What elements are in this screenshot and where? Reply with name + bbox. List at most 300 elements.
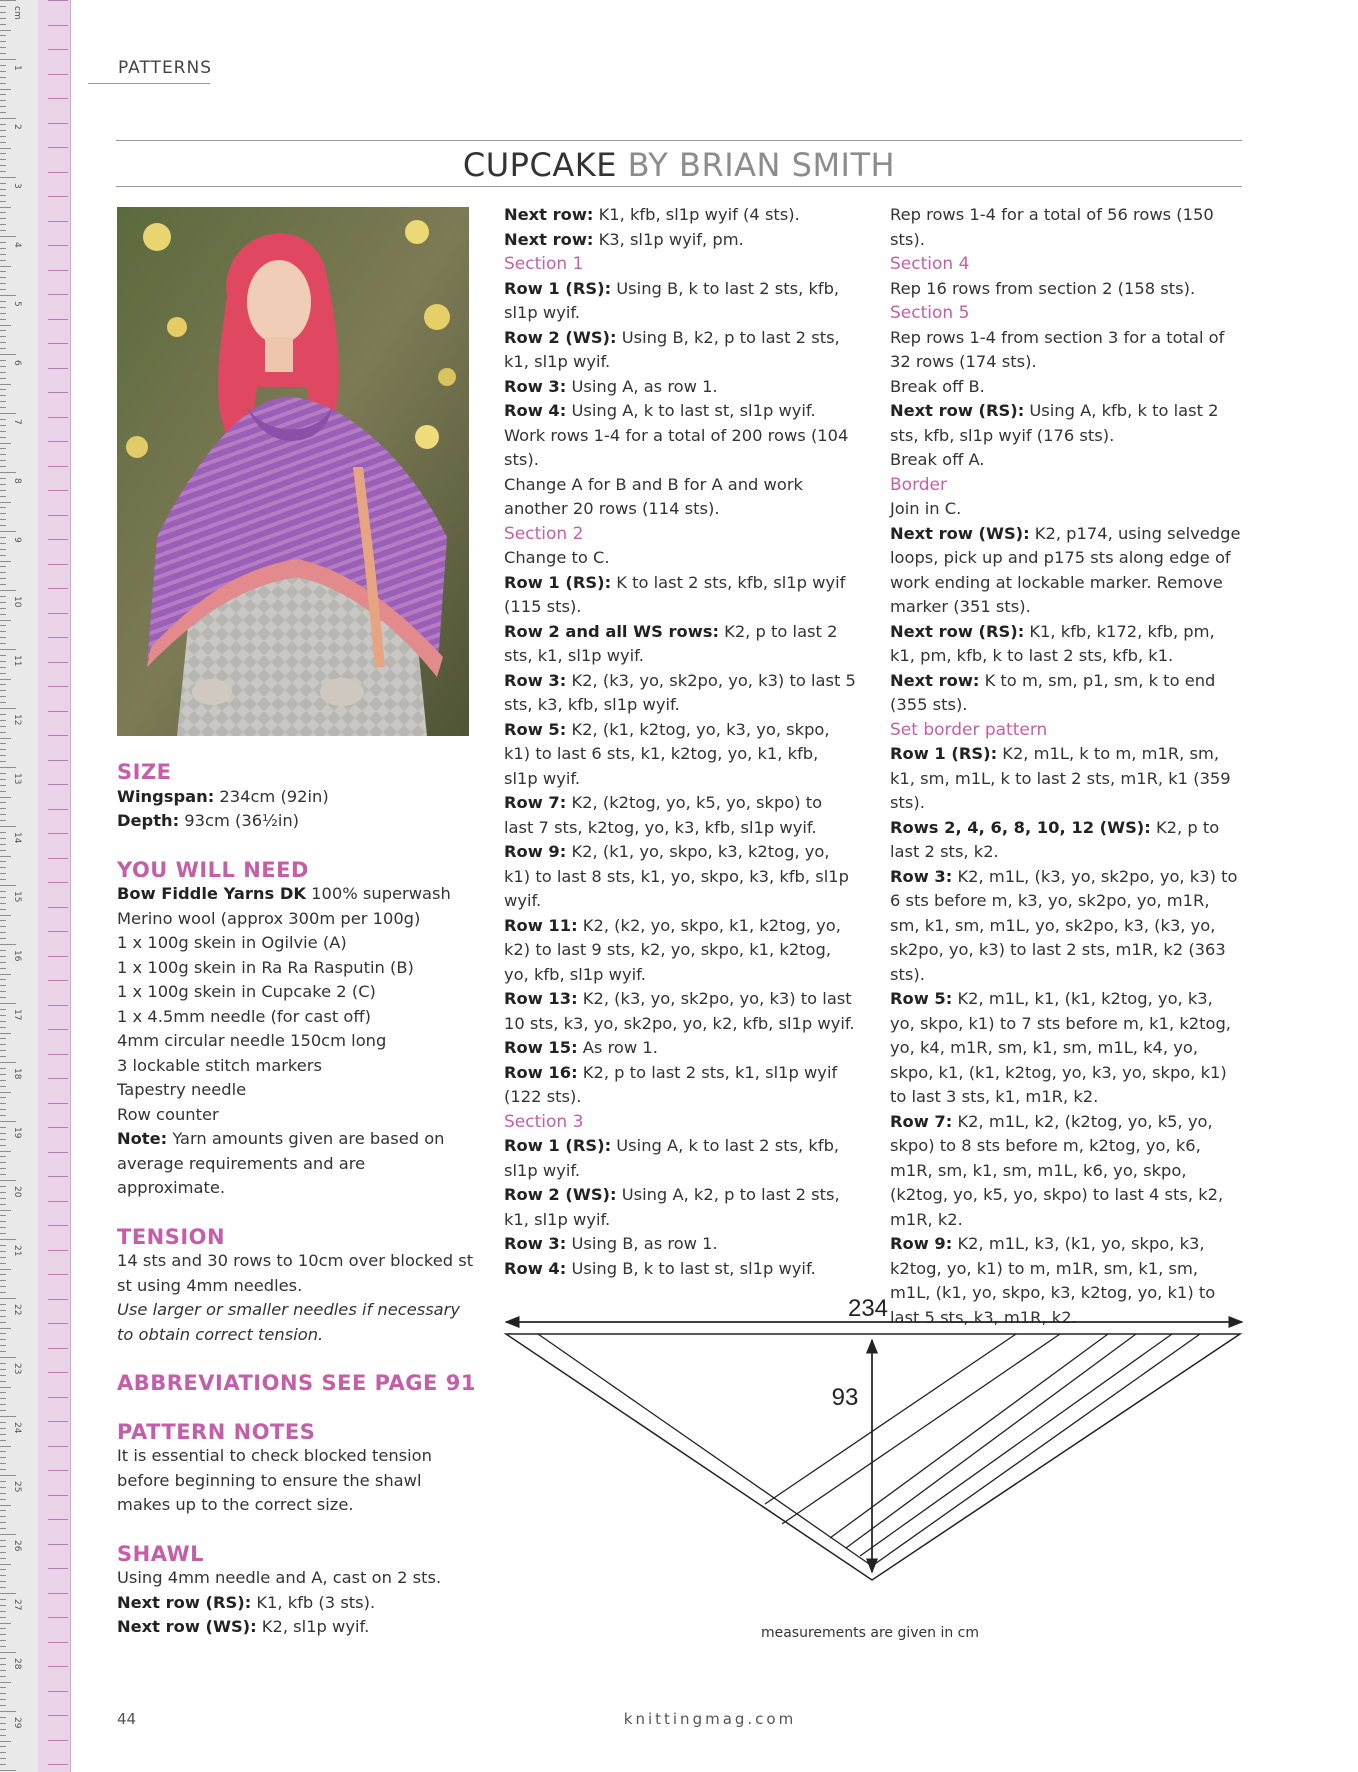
ruler-tick [0,584,6,585]
ruler-tick [0,1505,11,1506]
instruction-line [504,473,856,522]
ruler-inch-tick [48,515,68,516]
instruction-text: K2, (k2tog, yo, k5, yo, skpo) to last 7 sts, k2tog, yo, k3, kfb, sl1p wyif. [504,793,823,837]
instruction-line [890,203,1242,252]
ruler-scale [0,0,38,1772]
material-item: Tapestry needle [117,1080,247,1099]
ruler-tick [0,1664,6,1665]
ruler-tick [0,596,6,597]
ruler-inch-tick [48,882,68,883]
ruler-label: 15 [12,891,22,903]
ruler-tick [0,903,6,904]
ruler-inch-tick [48,221,68,222]
ruler-tick [0,1758,6,1759]
ruler-tick [0,41,6,42]
ruler-tick [0,1605,6,1606]
middle-column [504,203,856,1281]
right-column [890,203,1242,1330]
instruction-line [890,448,1242,473]
shawl-cast-on: Using 4mm needle and A, cast on 2 sts. [117,1568,442,1587]
ruler-tick [0,1198,6,1199]
ruler-tick [0,1658,6,1659]
ruler-tick [0,248,6,249]
ruler-tick [0,1033,11,1034]
ruler-tick [0,106,6,107]
ruler-tick [0,684,6,685]
ruler-tick [0,944,16,945]
ruler-tick [0,1322,6,1323]
ruler-tick [0,1670,6,1671]
ruler-inch-tick [48,1446,68,1447]
ruler-tick [0,1387,11,1388]
ruler-tick [0,1304,6,1305]
ruler-inch-tick [48,564,68,565]
ruler-tick [0,838,6,839]
ruler-label: 14 [12,832,22,844]
tension-heading: TENSION [117,1224,226,1249]
instruction-label: Row 1 (RS): [890,744,998,763]
ruler-tick [0,637,6,638]
ruler-label: 3 [12,183,22,189]
ruler-inch-tick [48,1666,68,1667]
ruler-tick [0,1599,6,1600]
title-main: CUPCAKE [462,146,617,184]
ruler-tick [0,1103,6,1104]
ruler-tick [0,59,16,60]
ruler-tick [0,148,11,149]
instruction-text: K3, sl1p wyif, pm. [593,229,744,249]
ruler-tick [0,879,6,880]
ruler-tick [0,761,6,762]
ruler-tick [0,354,16,355]
ruler-tick [0,437,6,438]
instruction-text: K1, kfb, sl1p wyif (4 sts). [593,205,800,224]
instruction-line [504,228,856,253]
ruler-tick [0,277,6,278]
instruction-line [504,1134,856,1183]
ruler-tick [0,608,6,609]
instruction-text: Change to C. [504,548,610,567]
ruler-tick [0,968,6,969]
ruler-tick [0,537,6,538]
instruction-line [890,669,1242,718]
ruler-tick [0,1404,6,1405]
ruler-tick [0,743,6,744]
ruler-inch-tick [48,833,68,834]
ruler-tick [0,785,6,786]
instruction-text: K1, kfb, k172, kfb, pm, k1, pm, kfb, k to last 2 sts, kfb, k1. [890,621,1215,665]
ruler-tick [0,932,6,933]
ruler-tick [0,1711,16,1712]
title-rule-bottom [116,186,1242,187]
instruction-text: K2, m1L, k to m, m1R, sm, k1, sm, m1L, k to last 2 sts, m1R, k1 (359 sts). [890,744,1231,812]
ruler-inch-tick [48,1201,68,1202]
instruction-line [504,987,856,1036]
ruler-tick [0,313,6,314]
website-url: knittingmag.com [623,1710,797,1728]
ruler-tick [0,726,6,727]
ruler-tick [0,478,6,479]
ruler-tick [0,1446,11,1447]
ruler-inch-tick [48,196,68,197]
ruler-inch-tick [48,0,68,1]
ruler-tick [0,47,6,48]
instruction-line [504,399,856,424]
instruction-label: Row 2 (WS): [504,327,617,347]
ruler-tick [0,525,6,526]
ruler-tick [0,1522,6,1523]
ruler-tick [0,1534,16,1535]
instruction-text: K2, m1L, (k3, yo, sk2po, yo, k3) to 6 sts before m, k3, yo, sk2po, yo, m1R, sm, k1, sm, m1L, yo, sk2po, k3, (k3, yo, sk2po, yo, k3) to last 2 sts, m1R, k2 (363 sts). [890,866,1238,984]
ruler-tick [0,1245,6,1246]
ruler-tick [0,1027,6,1028]
ruler-tick [0,1121,16,1122]
ruler-inch-tick [48,686,68,687]
ruler-tick [0,997,6,998]
material-item: 1 x 100g skein in Ogilvie (A) [117,933,347,952]
ruler-tick [0,1693,6,1694]
ruler-label: 5 [12,301,22,307]
ruler-tick [0,956,6,957]
ruler-inch-tick [48,123,68,124]
ruler-tick [0,443,11,444]
instruction-label: Row 7: [504,793,567,812]
ruler-tick [0,1682,11,1683]
ruler-tick [0,549,6,550]
instruction-line [890,497,1242,522]
ruler-inch-tick [48,1495,68,1496]
ruler-tick [0,342,6,343]
section-heading: Section 4 [890,254,970,274]
ruler-inch-tick [48,1323,68,1324]
ruler-inch-tick [48,539,68,540]
ruler-tick [0,649,16,650]
ruler-tick [0,1038,6,1039]
ruler-tick [0,661,6,662]
instruction-label: Next row: [890,670,980,690]
instruction-text: K2, m1L, k1, (k1, k2tog, yo, k3, yo, skpo, k1) to 7 sts before m, k1, k2tog, yo, k4, m1R, sm, k1, sm, m1L, k4, yo, skpo, k1, (k1, k2tog, yo, k3, yo, skpo, k1) to last 3 sts, k1, m1R, k2. [890,989,1231,1106]
instruction-text: K2, (k1, k2tog, yo, k3, yo, skpo, k1) to last 6 sts, k1, k2tog, yo, k1, kfb, sl1p wyif. [504,719,830,788]
ruler-inch-tick [48,466,68,467]
wingspan-line [117,785,477,810]
side-ruler [0,0,71,1772]
ruler-tick [0,507,6,508]
ruler-inch-tick [48,1617,68,1618]
ruler-inch-tick [48,172,68,173]
instruction-line [890,277,1242,302]
ruler-tick [0,578,6,579]
depth-line [117,809,477,834]
ruler-tick [0,301,6,302]
ruler-label: 6 [12,360,22,366]
instruction-line [890,522,1242,620]
ruler-tick [0,767,16,768]
ruler-tick [0,1174,6,1175]
depth-label: 93 [831,1384,859,1411]
ruler-tick [0,189,6,190]
ruler-tick [0,1286,6,1287]
ruler-tick [0,1652,16,1653]
ruler-tick [0,1092,11,1093]
instruction-line [504,375,856,400]
ruler-label: 28 [12,1658,22,1670]
ruler-tick [0,307,6,308]
ruler-inch-tick [48,809,68,810]
ruler-inch-tick [48,613,68,614]
title-rule-top [116,140,1242,141]
ruler-tick [0,891,6,892]
ruler-tick [0,1274,6,1275]
ruler-tick [0,142,6,143]
ruler-tick [0,30,11,31]
ruler-label: 4 [12,242,22,248]
instruction-text: Using A, k2, p to last 2 sts, k1, sl1p wyif. [504,1185,840,1229]
ruler-label: cm [12,6,22,20]
ruler-tick [0,1746,6,1747]
instruction-text: K to m, sm, p1, sm, k to end (355 sts). [890,670,1216,714]
yarn-name: Bow Fiddle Yarns DK [117,884,306,903]
abbreviations-heading: ABBREVIATIONS SEE PAGE 91 [117,1371,476,1395]
ruler-tick [0,1050,6,1051]
ruler-tick [0,1021,6,1022]
ruler-tick [0,755,6,756]
instruction-line [504,277,856,326]
shawl-row-rs [117,1591,477,1616]
ruler-inch-tick [48,1176,68,1177]
ruler-tick [0,566,6,567]
ruler-tick [0,336,6,337]
ruler-tick [0,1015,6,1016]
ruler-tick [0,1375,6,1376]
ruler-tick [0,1381,6,1382]
ruler-tick [0,1345,6,1346]
ruler-tick [0,1263,6,1264]
ruler-tick [0,979,6,980]
instruction-label: Row 2 (WS): [504,1185,617,1204]
ruler-tick [0,885,16,886]
ruler-tick [0,749,6,750]
ruler-tick [0,1251,6,1252]
instruction-text: Using A, kfb, k to last 2 sts, kfb, sl1p wyif (176 sts). [890,401,1219,445]
instruction-line [504,546,856,571]
ruler-label: 19 [12,1127,22,1139]
section-heading: Set border pattern [890,719,1048,740]
ruler-tick [0,1292,6,1293]
instruction-line [504,1183,856,1232]
ruler-tick [0,909,6,910]
ruler-label: 16 [12,950,22,962]
ruler-inch-tick [48,760,68,761]
tension-text: 14 sts and 30 rows to 10cm over blocked st st using 4mm needles. [117,1251,474,1295]
ruler-inch-tick [48,1764,68,1765]
page-number: 44 [117,1710,137,1728]
ruler-inch-tick [48,490,68,491]
ruler-tick [0,136,6,137]
ruler-tick [0,1068,6,1069]
ruler-inch-tick [48,1103,68,1104]
ruler-inch-tick [48,1715,68,1716]
ruler-tick [0,460,6,461]
ruler-tick [0,1310,6,1311]
instruction-label: Row 1 (RS): [504,572,612,592]
ruler-tick [0,1676,6,1677]
ruler-tick [0,242,6,243]
instruction-text: Join in C. [890,499,962,518]
ruler-tick [0,1640,6,1641]
ruler-tick [0,1434,6,1435]
ruler-tick [0,655,6,656]
ruler-tick [0,1316,6,1317]
instruction-line [890,399,1242,448]
instruction-line [504,840,856,914]
section-heading: Section 3 [504,1111,584,1132]
ruler-tick [0,1552,6,1553]
instruction-line [890,375,1242,400]
ruler-tick [0,466,6,467]
instruction-text: Using B, k to last 2 sts, kfb, sl1p wyif. [504,278,840,322]
shawl-schematic [500,1290,1250,1630]
ruler-tick [0,1298,16,1299]
ruler-tick [0,448,6,449]
instruction-text: Rep rows 1-4 from section 3 for a total of 32 rows (174 sts). [890,327,1225,371]
instruction-text: Using B, k to last st, sl1p wyif. [566,1258,816,1278]
instruction-text: Using A, k to last st, sl1p wyif. [566,401,816,420]
ruler-tick [0,1510,6,1511]
instruction-line [890,816,1242,865]
instruction-label: Row 3: [504,1234,567,1253]
ruler-tick [0,195,6,196]
tension-note: Use larger or smaller needles if necessary to obtain correct tension. [117,1300,460,1344]
ruler-tick [0,991,6,992]
ruler-tick [0,419,6,420]
ruler-inch-tick [48,1397,68,1398]
instruction-text: Rep rows 1-4 for a total of 56 rows (150 sts). [890,205,1214,249]
ruler-tick [0,1086,6,1087]
ruler-tick [0,1481,6,1482]
ruler-tick [0,1487,6,1488]
ruler-tick [0,1687,6,1688]
ruler-tick [0,502,11,503]
ruler-tick [0,732,6,733]
ruler-tick [0,1540,6,1541]
depth-value: 93cm (36½in) [179,811,300,830]
ruler-label: 22 [12,1304,22,1316]
ruler-label: 20 [12,1186,22,1198]
ruler-tick [0,413,16,414]
material-item: 1 x 100g skein in Cupcake 2 (C) [117,982,376,1001]
ruler-tick [0,1628,6,1629]
ruler-tick [0,100,6,101]
instruction-text: K2, p to last 2 sts, k1, sl1p wyif (122 sts). [504,1062,838,1106]
ruler-inch-tick [48,662,68,663]
ruler-tick [0,708,16,709]
ruler-tick [0,1044,6,1045]
instruction-label: Row 13: [504,989,578,1008]
ruler-inch-tick [48,1029,68,1030]
instruction-line [504,620,856,669]
ruler-tick [0,802,6,803]
ruler-tick [0,1451,6,1452]
ruler-tick [0,1151,11,1152]
ruler-inch-tick [48,1372,68,1373]
ruler-tick [0,124,6,125]
ruler-tick [0,1257,6,1258]
instruction-label: Next row (WS): [890,523,1030,543]
ruler-inch-tick [48,1421,68,1422]
instruction-label: Row 4: [504,401,567,420]
section-heading: Section 5 [890,303,970,323]
ruler-tick [0,89,11,90]
ruler-tick [0,295,16,296]
ruler-tick [0,620,11,621]
ruler-tick [0,1003,16,1004]
ruler-tick [0,861,6,862]
ruler-label: 18 [12,1068,22,1080]
ruler-tick [0,897,6,898]
ruler-label: 29 [12,1717,22,1729]
ruler-tick [0,212,6,213]
instruction-label: Row 4: [504,1258,567,1278]
ruler-inch-tick [48,1054,68,1055]
ruler-tick [0,260,6,261]
shawl-outline [506,1334,1240,1580]
ruler-inch-tick [48,25,68,26]
ruler-tick [0,1634,6,1635]
ruler-tick [0,714,6,715]
ruler-tick [0,254,6,255]
shawl-schematic-drawing [500,1290,1250,1630]
ruler-tick [0,1528,6,1529]
note-line [117,1127,477,1201]
section-label: PATTERNS [118,58,213,78]
page-title [116,146,1242,184]
left-column [117,760,477,1640]
instruction-line [504,791,856,840]
instruction-text: Using A, as row 1. [566,376,718,396]
shawl-photo [117,207,469,736]
ruler-tick [0,1280,6,1281]
ruler-tick [0,65,6,66]
ruler-tick [0,360,6,361]
ruler-tick [0,218,6,219]
ruler-tick [0,1564,11,1565]
ruler-tick [0,1392,6,1393]
ruler-inch-tick [48,319,68,320]
ruler-inch-tick [48,1250,68,1251]
ruler-tick [0,808,6,809]
shawl-heading: SHAWL [117,1541,205,1566]
ruler-inch-tick [48,270,68,271]
shawl-row-rs-text: K1, kfb (3 sts). [251,1592,376,1612]
instruction-line [504,203,856,228]
wingspan-value: 234cm (92in) [214,786,329,806]
ruler-tick [0,797,11,798]
instruction-text: K2, p174, using selvedge loops, pick up and p175 sts along edge of work ending at lockable marker. Remove marker (351 sts). [890,523,1241,616]
instruction-label: Next row (RS): [890,621,1025,641]
ruler-tick [0,6,6,7]
ruler-tick [0,702,6,703]
material-item: 1 x 100g skein in Ra Ra Rasputin (B) [117,957,414,977]
ruler-inch-tick [48,784,68,785]
ruler-tick [0,224,6,225]
ruler-label: 26 [12,1540,22,1552]
ruler-tick [0,490,6,491]
ruler-tick [0,271,6,272]
ruler-tick [0,53,6,54]
ruler-tick [0,372,6,373]
section-heading: Border [890,474,947,495]
ruler-tick [0,1215,6,1216]
